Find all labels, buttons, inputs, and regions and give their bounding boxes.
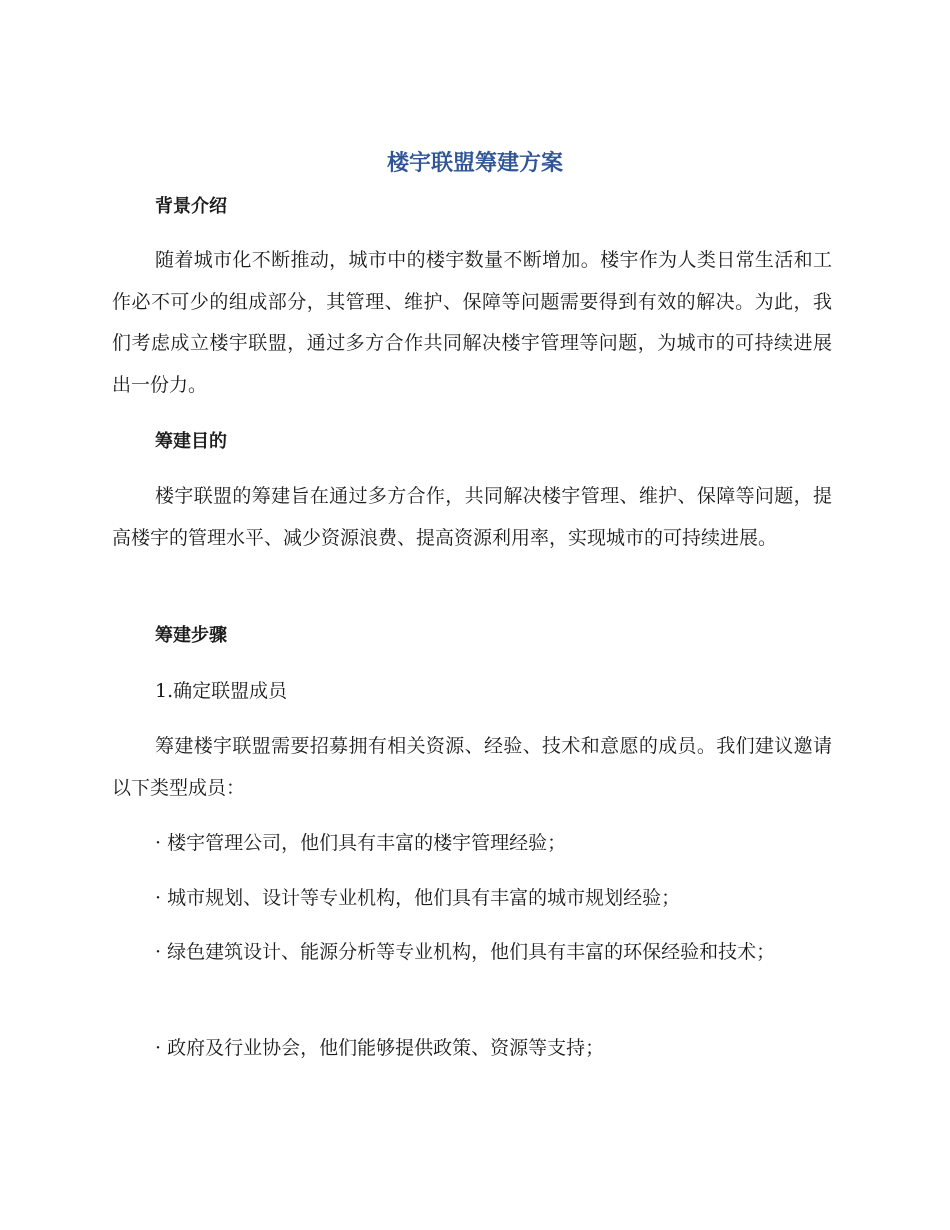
section-heading-steps: 筹建步骤 [155,625,227,646]
step-1-title: 1.确定联盟成员 [155,680,288,702]
bullet-item: · 政府及行业协会，他们能够提供政策、资源等支持； [155,1037,605,1059]
section-heading-background: 背景介绍 [155,196,227,217]
bullet-item [112,932,832,974]
bullet-item: · 楼宇管理公司，他们具有丰富的楼宇管理经验； [155,832,567,854]
step-1-paragraph: 筹建楼宇联盟需要招募拥有相关资源、经验、技术和意愿的成员。我们建议邀请以下类型成员： [112,735,832,799]
purpose-paragraph: 楼宇联盟的筹建旨在通过多方合作，共同解决楼宇管理、维护、保障等问题，提高楼宇的管理水平、减少资源浪费、提高资源利用率，实现城市的可持续进展。 [112,485,832,549]
section-heading-purpose: 筹建目的 [155,431,227,452]
document-title: 楼宇联盟筹建方案 [386,151,563,176]
bullet-item-text: · 绿色建筑设计、能源分析等专业机构，他们具有丰富的环保经验和技术； [155,941,776,963]
bullet-item: · 城市规划、设计等专业机构，他们具有丰富的城市规划经验； [155,887,681,909]
background-paragraph: 随着城市化不断推动，城市中的楼宇数量不断增加。楼宇作为人类日常生活和工作必不可少的组成部分，其管理、维护、保障等问题需要得到有效的解决。为此，我们考虑成立楼宇联盟，通过多方合作共同解决楼宇管理等问题，为城市的可持续进展出一份力。 [112,249,832,396]
